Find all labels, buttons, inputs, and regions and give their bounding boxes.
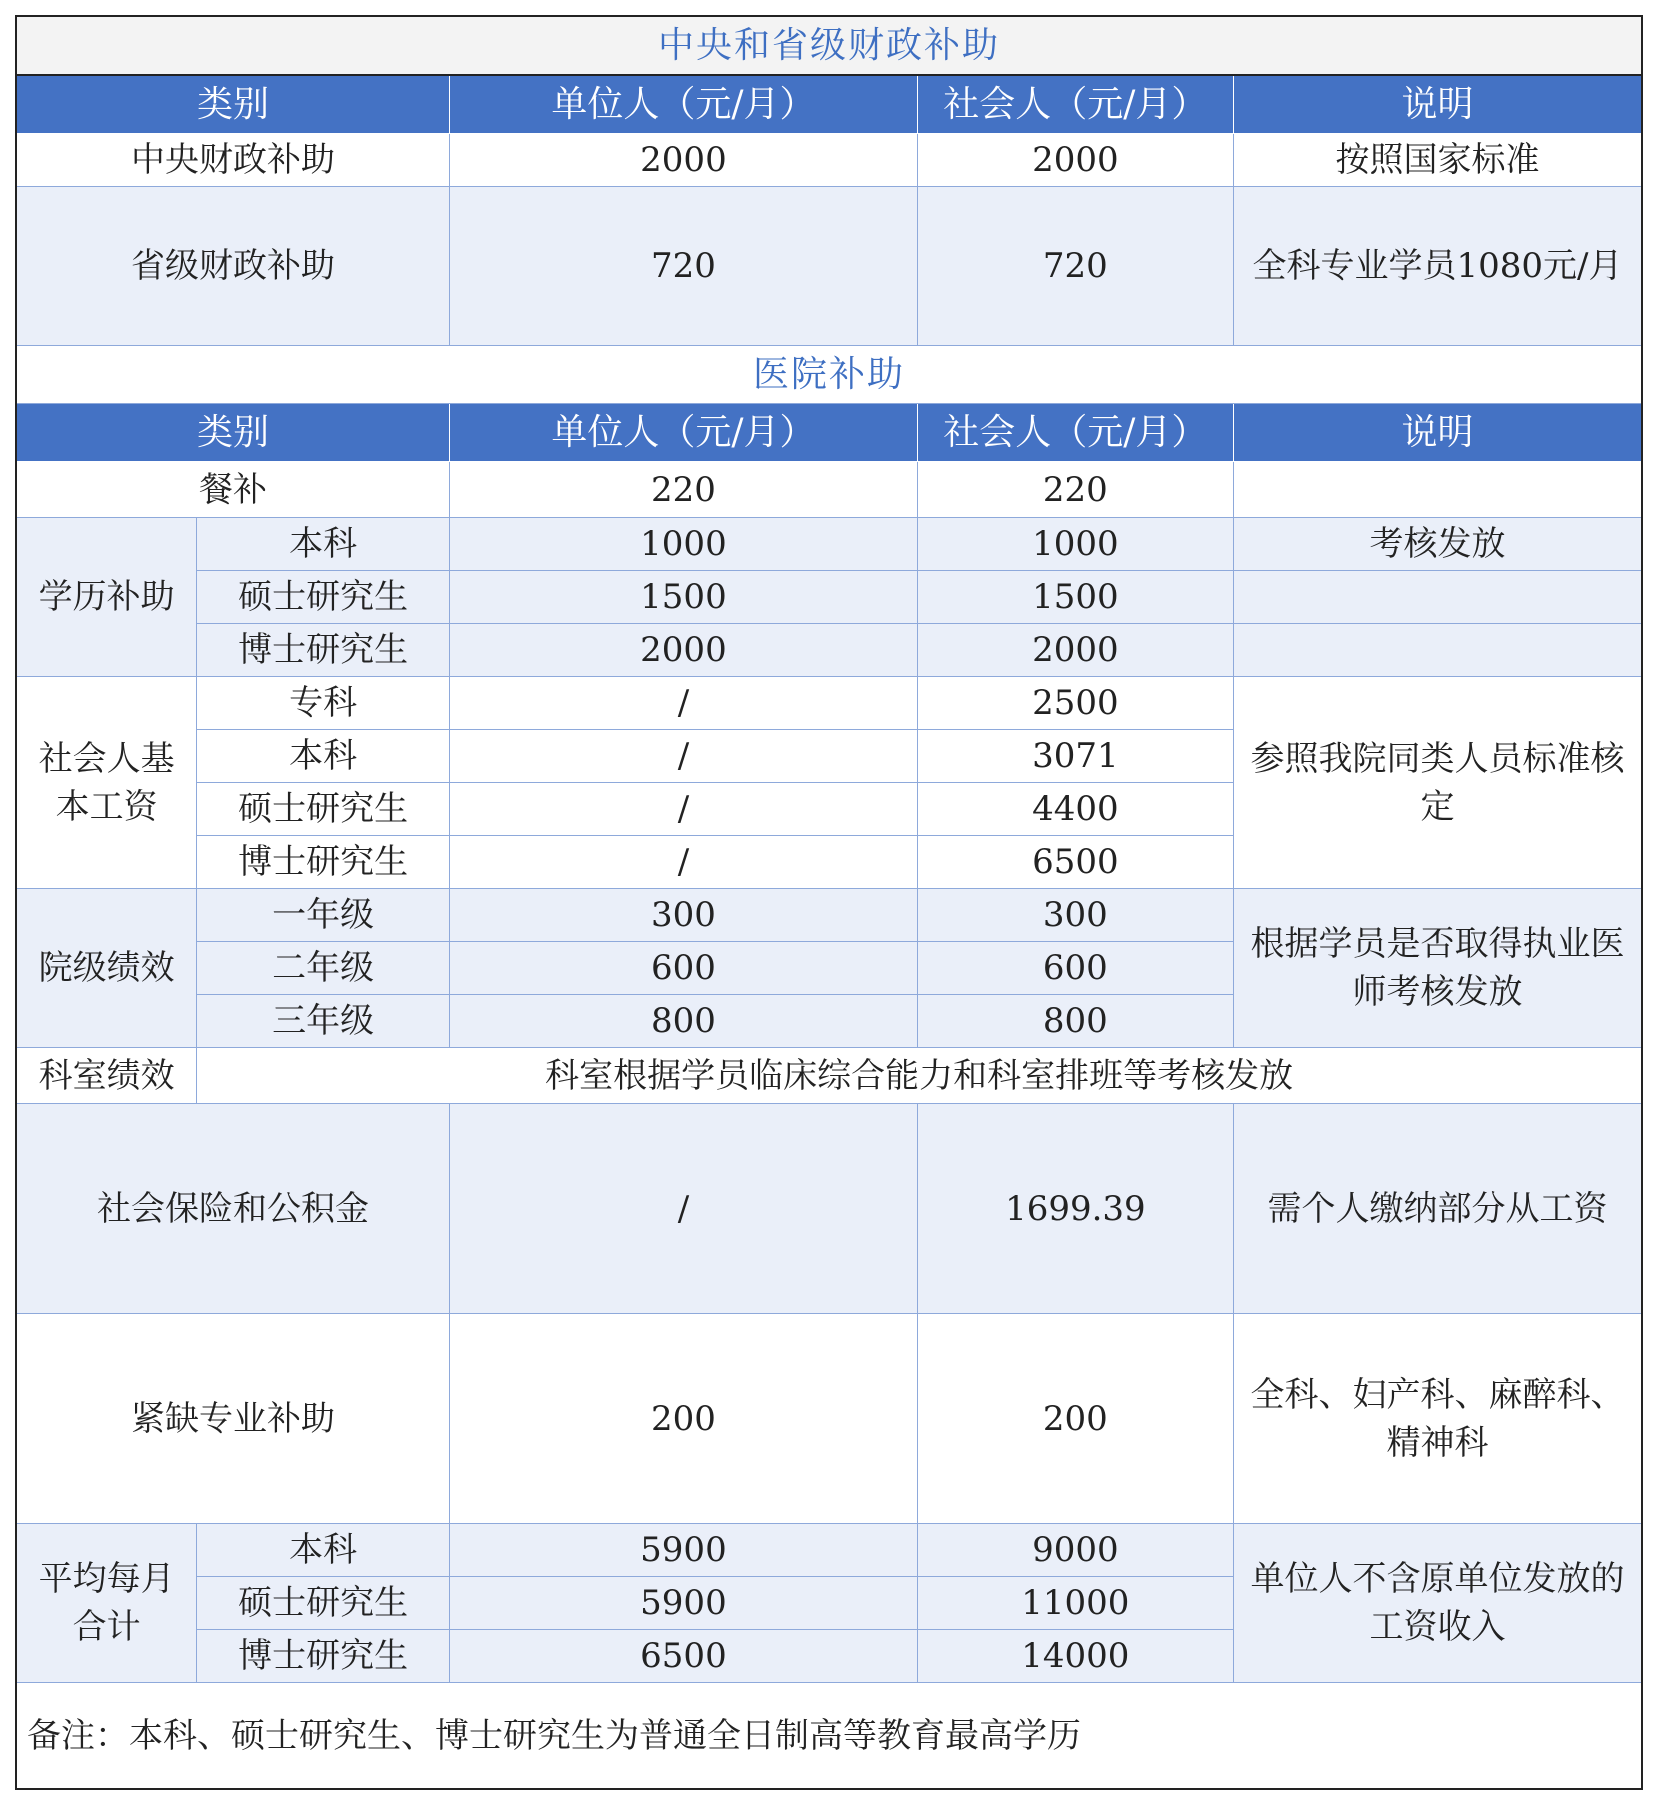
row-unit-value: 2000 [450, 134, 918, 187]
section2-header-row [16, 404, 1642, 462]
row-social-value: 1500 [917, 571, 1233, 624]
row-social-value: 4400 [917, 783, 1233, 836]
row-category: 中央财政补助 [16, 134, 450, 187]
row-unit-value: 1500 [450, 571, 918, 624]
row-unit-value: 800 [450, 995, 918, 1048]
table-row [16, 1104, 1642, 1314]
row-social-value: 800 [917, 995, 1233, 1048]
row-subcategory: 专科 [197, 677, 450, 730]
row-social-value: 9000 [917, 1524, 1233, 1577]
table-row [16, 518, 1642, 571]
header-note: 说明 [1233, 404, 1642, 462]
table-row [16, 462, 1642, 518]
footnote: 备注：本科、硕士研究生、博士研究生为普通全日制高等教育最高学历 [16, 1683, 1642, 1790]
row-subcategory: 三年级 [197, 995, 450, 1048]
row-social-value: 14000 [917, 1630, 1233, 1683]
row-unit-value: 720 [450, 187, 918, 346]
row-category: 社会保险和公积金 [16, 1104, 450, 1314]
row-subcategory: 一年级 [197, 889, 450, 942]
header-category: 类别 [16, 75, 450, 134]
group-note: 根据学员是否取得执业医师考核发放 [1233, 889, 1642, 1048]
table-row [16, 571, 1642, 624]
row-social-value: 2500 [917, 677, 1233, 730]
row-social-value: 6500 [917, 836, 1233, 889]
row-social-value: 600 [917, 942, 1233, 995]
row-category: 餐补 [16, 462, 450, 518]
section1-title: 中央和省级财政补助 [16, 16, 1642, 75]
row-unit-value: / [450, 677, 918, 730]
row-social-value: 1699.39 [917, 1104, 1233, 1314]
table-row [16, 187, 1642, 346]
row-unit-value: 300 [450, 889, 918, 942]
table-row [16, 624, 1642, 677]
row-subcategory: 博士研究生 [197, 1630, 450, 1683]
row-unit-value: / [450, 1104, 918, 1314]
row-unit-value: 1000 [450, 518, 918, 571]
section1-header-row [16, 75, 1642, 134]
table-row [16, 134, 1642, 187]
subsidy-table [15, 15, 1643, 1790]
row-note: 需个人缴纳部分从工资 [1233, 1104, 1642, 1314]
group-education: 学历补助 [16, 518, 197, 677]
row-subcategory: 博士研究生 [197, 624, 450, 677]
header-note: 说明 [1233, 75, 1642, 134]
row-note [1233, 571, 1642, 624]
table-row [16, 1314, 1642, 1524]
table-row [16, 889, 1642, 942]
row-unit-value: / [450, 783, 918, 836]
row-social-value: 2000 [917, 624, 1233, 677]
row-social-value: 720 [917, 187, 1233, 346]
row-subcategory: 本科 [197, 730, 450, 783]
row-social-value: 3071 [917, 730, 1233, 783]
row-note: 考核发放 [1233, 518, 1642, 571]
subsidy-table-container [15, 15, 1643, 1790]
header-social: 社会人（元/月） [917, 75, 1233, 134]
row-note: 全科、妇产科、麻醉科、精神科 [1233, 1314, 1642, 1524]
row-subcategory: 硕士研究生 [197, 1577, 450, 1630]
header-social: 社会人（元/月） [917, 404, 1233, 462]
row-unit-value: 2000 [450, 624, 918, 677]
group-monthly-total: 平均每月合计 [16, 1524, 197, 1683]
header-unit: 单位人（元/月） [450, 75, 918, 134]
row-subcategory: 本科 [197, 518, 450, 571]
group-base-salary: 社会人基本工资 [16, 677, 197, 889]
row-social-value: 200 [917, 1314, 1233, 1524]
row-note: 按照国家标准 [1233, 134, 1642, 187]
row-unit-value: 6500 [450, 1630, 918, 1683]
row-unit-value: 600 [450, 942, 918, 995]
header-unit: 单位人（元/月） [450, 404, 918, 462]
row-subcategory: 博士研究生 [197, 836, 450, 889]
row-category: 省级财政补助 [16, 187, 450, 346]
row-social-value: 220 [917, 462, 1233, 518]
row-subcategory: 二年级 [197, 942, 450, 995]
row-unit-value: / [450, 836, 918, 889]
row-note [1233, 624, 1642, 677]
group-note: 参照我院同类人员标准核定 [1233, 677, 1642, 889]
row-unit-value: 200 [450, 1314, 918, 1524]
row-subcategory: 硕士研究生 [197, 571, 450, 624]
row-unit-value: 5900 [450, 1577, 918, 1630]
table-row [16, 677, 1642, 730]
row-category: 科室绩效 [16, 1048, 197, 1104]
row-merged-text: 科室根据学员临床综合能力和科室排班等考核发放 [197, 1048, 1642, 1104]
row-category: 紧缺专业补助 [16, 1314, 450, 1524]
row-note: 全科专业学员1080元/月 [1233, 187, 1642, 346]
row-social-value: 1000 [917, 518, 1233, 571]
row-unit-value: 5900 [450, 1524, 918, 1577]
row-unit-value: / [450, 730, 918, 783]
section2-title: 医院补助 [16, 346, 1642, 404]
table-row [16, 1048, 1642, 1104]
table-row [16, 1524, 1642, 1577]
row-unit-value: 220 [450, 462, 918, 518]
row-social-value: 11000 [917, 1577, 1233, 1630]
row-note [1233, 462, 1642, 518]
row-subcategory: 本科 [197, 1524, 450, 1577]
group-note: 单位人不含原单位发放的工资收入 [1233, 1524, 1642, 1683]
row-subcategory: 硕士研究生 [197, 783, 450, 836]
row-social-value: 2000 [917, 134, 1233, 187]
group-hospital-perf: 院级绩效 [16, 889, 197, 1048]
header-category: 类别 [16, 404, 450, 462]
row-social-value: 300 [917, 889, 1233, 942]
